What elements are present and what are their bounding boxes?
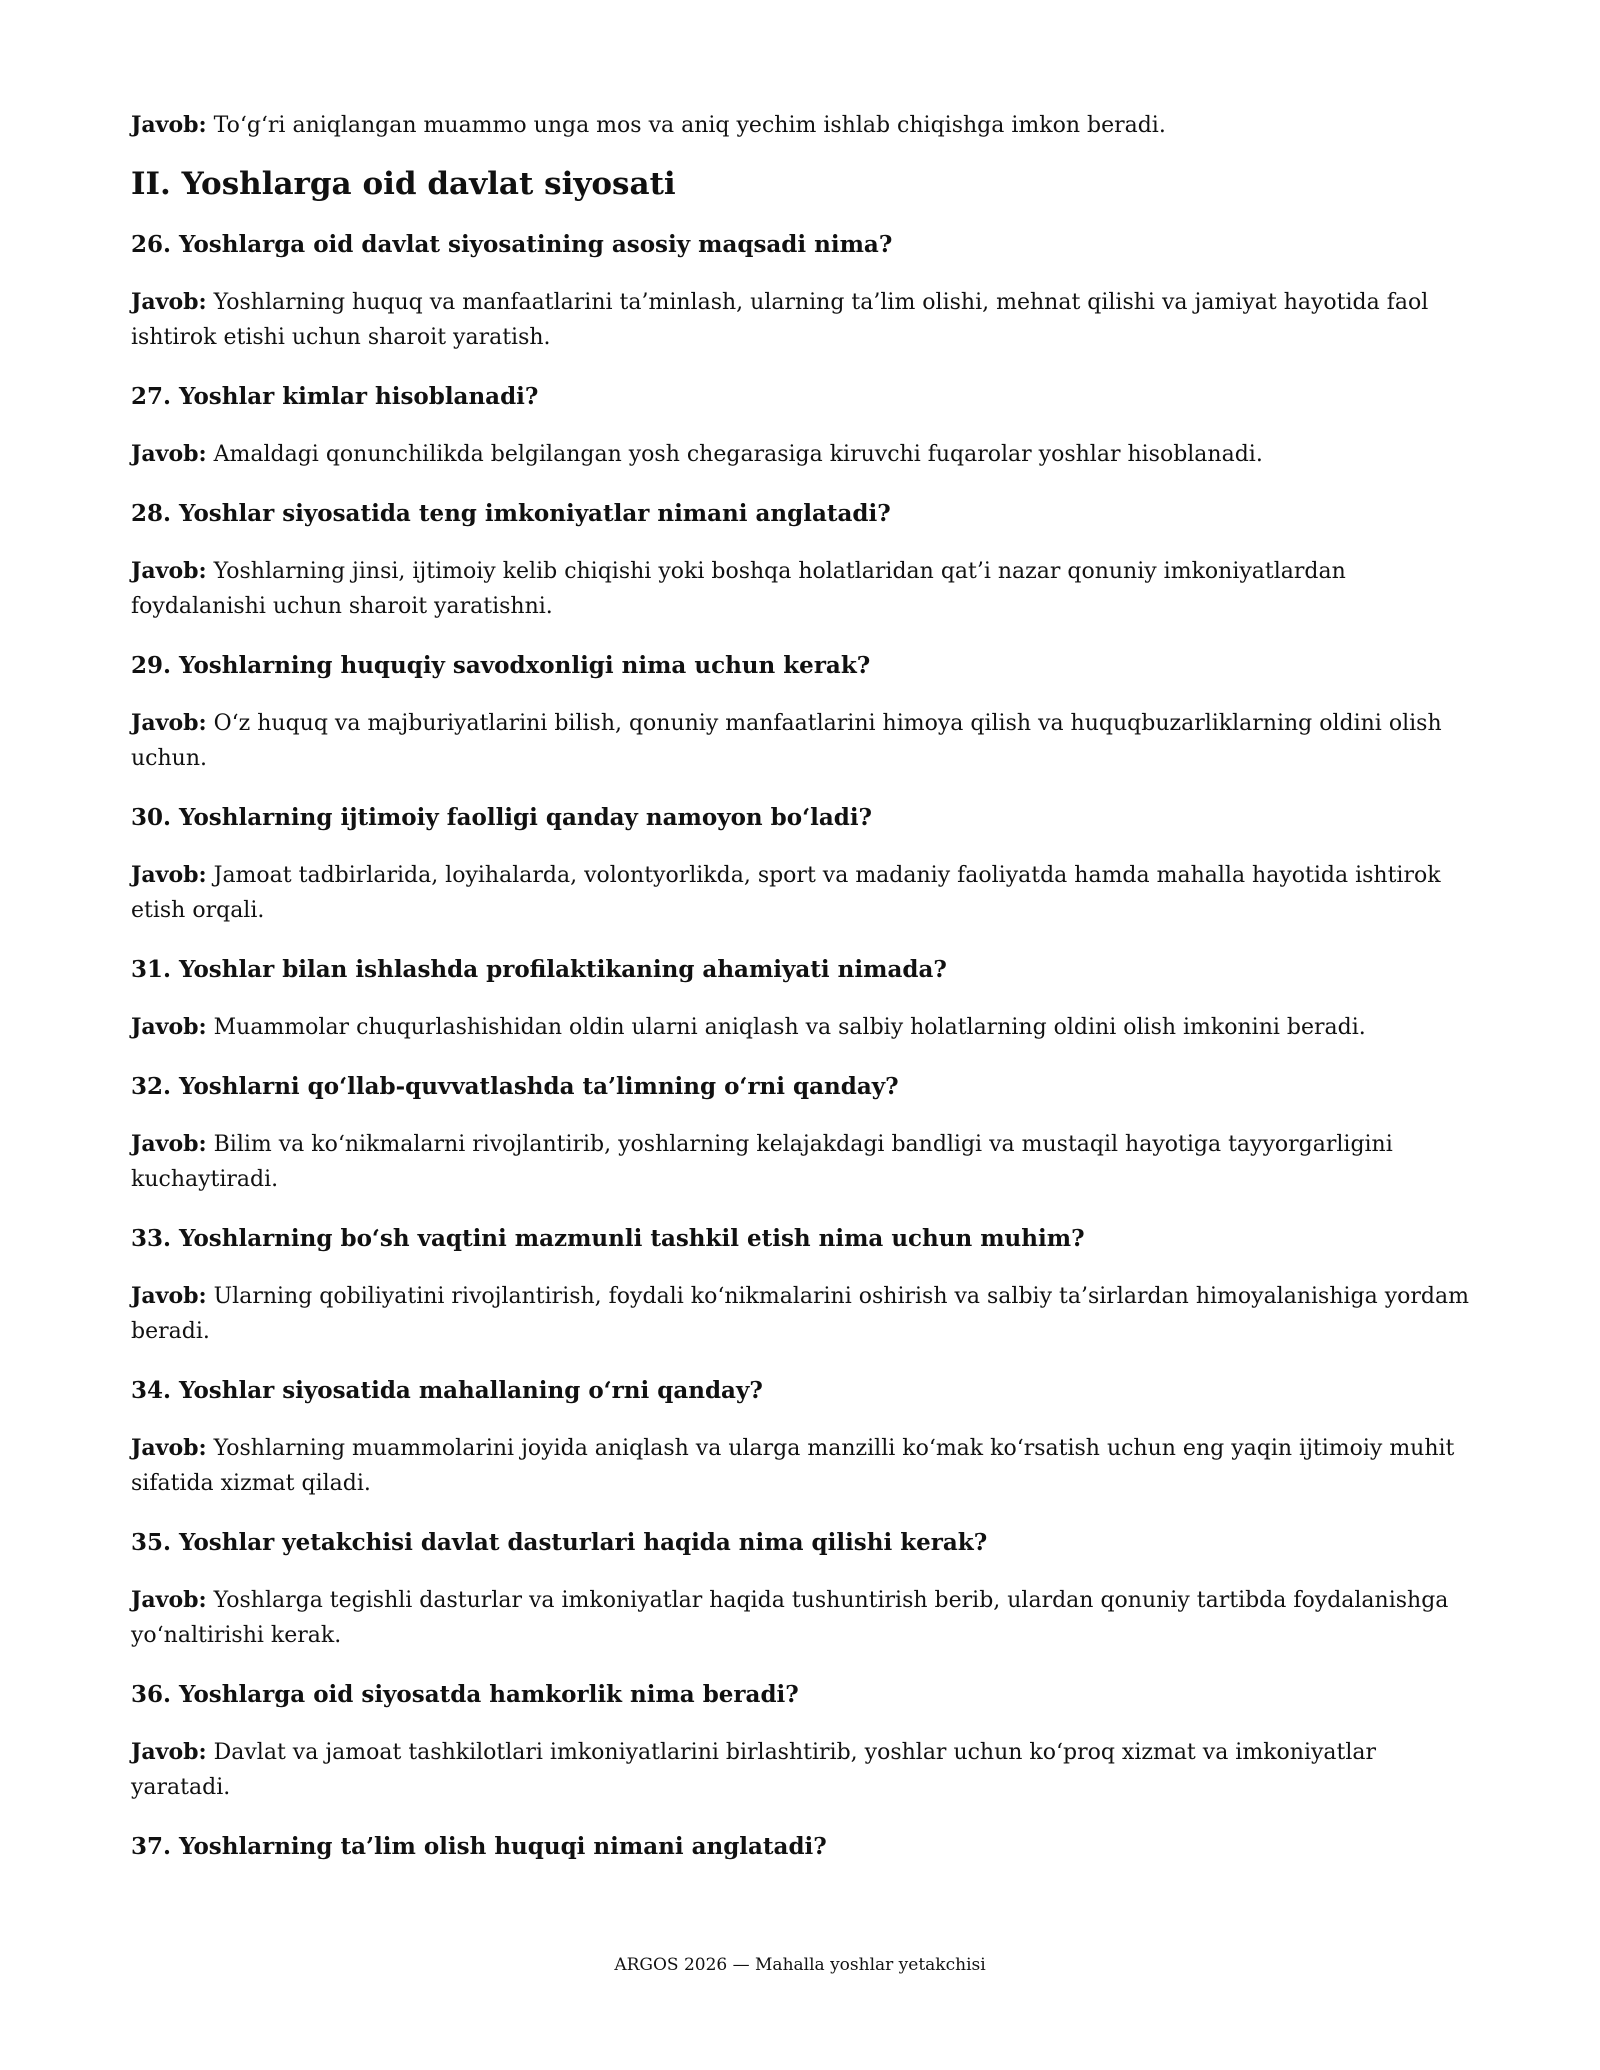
answer-text: Yoshlarning muammolarini joyida aniqlash va ularga manzilli ko‘mak ko‘rsatish uchun eng yaqin ijtimoiy muhit sifatida xizmat qiladi. <box>131 1436 1455 1496</box>
qa-item <box>131 1071 1471 1197</box>
intro-answer <box>131 108 1471 143</box>
answer <box>131 858 1471 928</box>
answer-label: Javob: <box>131 1283 207 1309</box>
question: 34. Yoshlar siyosatida mahallaning o‘rni qanday? <box>131 1377 763 1404</box>
qa-item <box>131 802 1471 928</box>
answer <box>131 1010 1471 1045</box>
question: 26. Yoshlarga oid davlat siyosatining asosiy maqsadi nima? <box>131 231 893 258</box>
answer-label: Javob: <box>131 558 207 584</box>
answer-label: Javob: <box>131 112 207 138</box>
question: 33. Yoshlarning bo‘sh vaqtini mazmunli tashkil etish nima uchun muhim? <box>131 1225 1085 1252</box>
answer-text: O‘z huquq va majburiyatlarini bilish, qonuniy manfaatlarini himoya qilish va huquqbuzarliklarning oldini olish uchun. <box>131 711 1442 771</box>
answer-text: Yoshlarning jinsi, ijtimoiy kelib chiqishi yoki boshqa holatlaridan qat’i nazar qonuniy imkoniyatlardan foydalanishi uchun sharoit yaratishni. <box>131 559 1346 619</box>
answer-text: To‘g‘ri aniqlangan muammo unga mos va aniq yechim ishlab chiqishga imkon beradi. <box>213 113 1166 138</box>
qa-item <box>131 498 1471 624</box>
answer <box>131 554 1471 624</box>
question: 32. Yoshlarni qo‘llab-quvvatlashda ta’limning o‘rni qanday? <box>131 1073 899 1100</box>
question: 30. Yoshlarning ijtimoiy faolligi qanday namoyon bo‘ladi? <box>131 804 873 831</box>
answer <box>131 285 1471 355</box>
answer <box>131 437 1471 472</box>
answer-label: Javob: <box>131 1739 207 1765</box>
question: 28. Yoshlar siyosatida teng imkoniyatlar nimani anglatadi? <box>131 500 891 527</box>
question: 36. Yoshlarga oid siyosatda hamkorlik nima beradi? <box>131 1681 799 1708</box>
qa-list <box>131 229 1471 1863</box>
answer <box>131 1127 1471 1197</box>
answer-label: Javob: <box>131 1435 207 1461</box>
qa-item <box>131 381 1471 472</box>
answer <box>131 1431 1471 1501</box>
answer-text: Bilim va ko‘nikmalarni rivojlantirib, yoshlarning kelajakdagi bandligi va mustaqil hayotiga tayyorgarligini kuchaytiradi. <box>131 1132 1393 1192</box>
answer <box>131 1735 1471 1805</box>
question: 35. Yoshlar yetakchisi davlat dasturlari haqida nima qilishi kerak? <box>131 1529 988 1556</box>
qa-item <box>131 1223 1471 1349</box>
question: 37. Yoshlarning ta’lim olish huquqi nimani anglatadi? <box>131 1833 827 1860</box>
question: 29. Yoshlarning huquqiy savodxonligi nima uchun kerak? <box>131 652 871 679</box>
answer-text: Muammolar chuqurlashishidan oldin ularni aniqlash va salbiy holatlarning oldini olish imkonini beradi. <box>213 1015 1366 1040</box>
qa-item <box>131 1831 1471 1863</box>
answer-text: Davlat va jamoat tashkilotlari imkoniyatlarini birlashtirib, yoshlar uchun ko‘proq xizmat va imkoniyatlar yaratadi. <box>131 1740 1377 1800</box>
answer-text: Yoshlarning huquq va manfaatlarini ta’minlash, ularning ta’lim olishi, mehnat qilishi va jamiyat hayotida faol ishtirok etishi uchun sharoit yaratish. <box>131 290 1429 350</box>
qa-item <box>131 1527 1471 1653</box>
qa-item <box>131 1679 1471 1805</box>
qa-item <box>131 650 1471 776</box>
answer-label: Javob: <box>131 1014 207 1040</box>
document-page <box>131 108 1471 1889</box>
answer-text: Amaldagi qonunchilikda belgilangan yosh chegarasiga kiruvchi fuqarolar yoshlar hisoblanadi. <box>213 442 1263 467</box>
answer-text: Yoshlarga tegishli dasturlar va imkoniyatlar haqida tushuntirish berib, ulardan qonuniy tartibda foydalanishga yo‘naltirishi kerak. <box>131 1588 1449 1648</box>
qa-item <box>131 954 1471 1045</box>
section-title: II. Yoshlarga oid davlat siyosati <box>131 166 676 202</box>
answer-label: Javob: <box>131 1131 207 1157</box>
answer-label: Javob: <box>131 441 207 467</box>
qa-item <box>131 229 1471 355</box>
answer-label: Javob: <box>131 862 207 888</box>
answer-label: Javob: <box>131 289 207 315</box>
answer-text: Jamoat tadbirlarida, loyihalarda, volontyorlikda, sport va madaniy faoliyatda hamda mahalla hayotida ishtirok etish orqali. <box>131 863 1441 923</box>
qa-item <box>131 1375 1471 1501</box>
question: 27. Yoshlar kimlar hisoblanadi? <box>131 383 539 410</box>
answer <box>131 1279 1471 1349</box>
answer-label: Javob: <box>131 710 207 736</box>
answer-label: Javob: <box>131 1587 207 1613</box>
answer <box>131 1583 1471 1653</box>
page-footer: ARGOS 2026 — Mahalla yoshlar yetakchisi <box>614 1955 986 1975</box>
answer-text: Ularning qobiliyatini rivojlantirish, foydali ko‘nikmalarini oshirish va salbiy ta’sirlardan himoyalanishiga yordam beradi. <box>131 1284 1469 1344</box>
answer <box>131 706 1471 776</box>
question: 31. Yoshlar bilan ishlashda profilaktikaning ahamiyati nimada? <box>131 956 947 983</box>
